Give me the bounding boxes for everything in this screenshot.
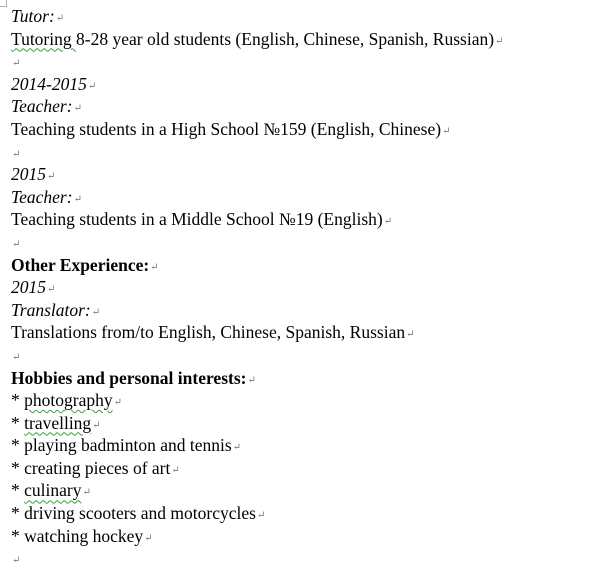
document-line: [11, 163, 613, 186]
document-line: [11, 389, 613, 412]
paragraph-mark-icon: ↵: [73, 103, 82, 115]
grammar-squiggle-word: photography: [24, 390, 113, 411]
paragraph-mark-icon: ↵: [47, 171, 56, 183]
document-line: [11, 525, 613, 548]
line-text: Teaching students in a High School №159 (English, Chinese): [11, 118, 442, 139]
paragraph-mark-icon: ↵: [91, 306, 101, 318]
line-text: * watching hockey: [11, 525, 144, 546]
line-text: Translator:: [11, 299, 91, 320]
paragraph-mark-icon: ↵: [12, 351, 21, 363]
document-line: [11, 95, 613, 118]
document-body[interactable]: [11, 5, 613, 570]
document-line: [11, 254, 613, 277]
paragraph-mark-icon: ↵: [92, 419, 101, 431]
paragraph-mark-icon: ↵: [12, 148, 21, 160]
document-line: [11, 73, 613, 96]
document-line: [11, 186, 613, 209]
empty-paragraph: [11, 50, 613, 73]
paragraph-mark-icon: ↵: [73, 193, 82, 205]
empty-paragraph: [11, 231, 613, 254]
line-text: * photography: [11, 390, 113, 411]
document-line: [11, 5, 613, 28]
grammar-squiggle-word: culinary: [24, 480, 82, 501]
empty-paragraph: [11, 547, 613, 570]
line-text: Tutor:: [11, 6, 55, 26]
line-text: * travelling: [11, 412, 92, 433]
line-text: * playing badminton and tennis: [11, 435, 232, 456]
line-text: Teaching students in a Middle School №19 (English): [11, 209, 383, 230]
line-text: Translations from/to English, Chinese, Spanish, Russian: [11, 322, 406, 343]
line-text: * culinary: [11, 480, 82, 501]
document-line: [11, 502, 613, 525]
line-text: Teacher:: [11, 186, 73, 207]
line-text: * driving scooters and motorcycles: [11, 503, 256, 524]
line-text: Hobbies and personal interests:: [11, 367, 247, 388]
paragraph-mark-icon: ↵: [82, 487, 91, 499]
document-line: [11, 208, 613, 231]
paragraph-mark-icon: ↵: [47, 284, 56, 296]
paragraph-mark-icon: ↵: [171, 464, 180, 476]
paragraph-mark-icon: ↵: [495, 35, 504, 47]
page-corner-marker: [0, 0, 7, 7]
document-line: [11, 457, 613, 480]
paragraph-mark-icon: ↵: [442, 125, 451, 137]
paragraph-mark-icon: ↵: [247, 374, 256, 386]
document-line: [11, 321, 613, 344]
line-text: 2015: [11, 164, 46, 185]
paragraph-mark-icon: ↵: [406, 329, 415, 341]
document-line: [11, 276, 613, 299]
paragraph-mark-icon: ↵: [113, 397, 122, 409]
paragraph-mark-icon: ↵: [144, 532, 153, 544]
document-line: [11, 434, 613, 457]
line-text: 2015: [11, 277, 46, 298]
line-text: Tutoring 8-28 year old students (English, Chinese, Spanish, Russian): [11, 28, 495, 49]
empty-paragraph: [11, 141, 613, 164]
empty-paragraph: [11, 344, 613, 367]
line-text: Other Experience:: [11, 254, 150, 275]
paragraph-mark-icon: ↵: [87, 80, 97, 92]
grammar-squiggle-word: Tutoring: [11, 28, 77, 49]
paragraph-mark-icon: ↵: [12, 555, 21, 567]
paragraph-mark-icon: ↵: [12, 58, 21, 70]
line-text: Teacher:: [11, 96, 73, 117]
paragraph-mark-icon: ↵: [12, 238, 21, 250]
line-text: * creating pieces of art: [11, 457, 171, 478]
paragraph-mark-icon: ↵: [256, 510, 266, 522]
document-line: [11, 299, 613, 322]
paragraph-mark-icon: ↵: [55, 13, 65, 24]
paragraph-mark-icon: ↵: [150, 261, 159, 273]
paragraph-mark-icon: ↵: [232, 442, 242, 454]
document-line: [11, 479, 613, 502]
document-line: [11, 28, 613, 51]
document-line: [11, 118, 613, 141]
grammar-squiggle-word: travelling: [24, 412, 92, 433]
paragraph-mark-icon: ↵: [383, 216, 393, 228]
line-text: 2014-2015: [11, 73, 87, 94]
document-line: [11, 367, 613, 390]
document-line: [11, 412, 613, 435]
